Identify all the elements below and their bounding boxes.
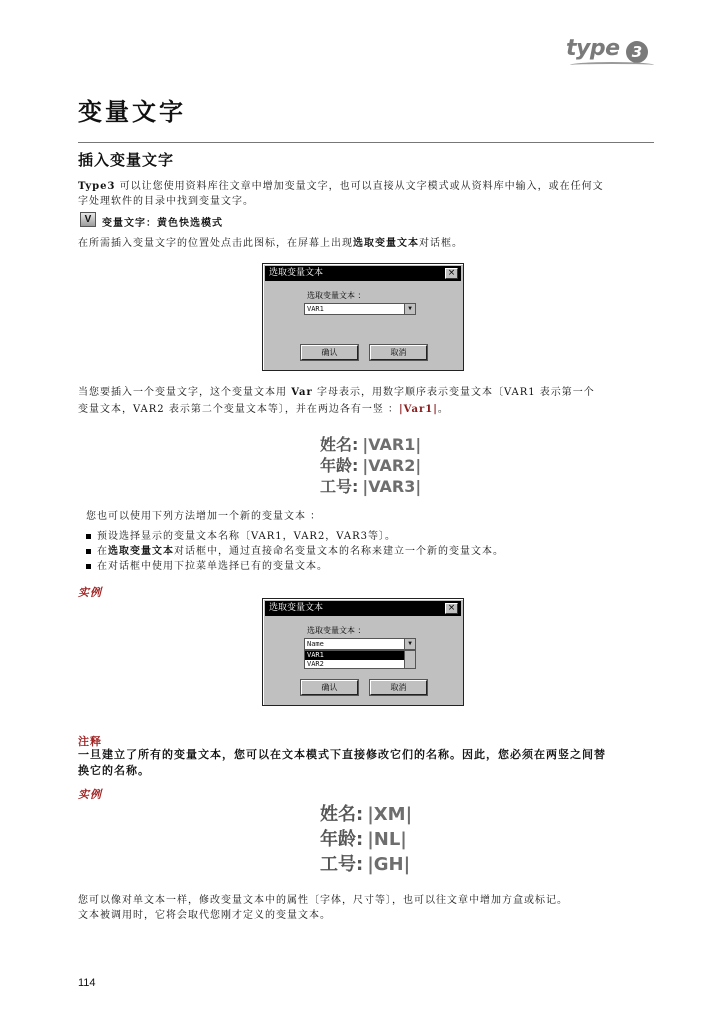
- intro-line-2: 字处理软件的目录中找到变量文字。: [78, 196, 254, 207]
- list-item: [86, 529, 504, 544]
- field-row: [320, 827, 412, 852]
- dialog-titlebar: [265, 266, 461, 281]
- method-list: [86, 529, 504, 574]
- variable-combo[interactable]: [304, 638, 416, 650]
- list-item: [86, 544, 504, 559]
- field-label: 工号:: [320, 477, 359, 496]
- cancel-button[interactable]: 取消: [370, 345, 427, 360]
- closing-line-1: 您可以像对单文本一样，修改变量文本中的属性〔字体，尺寸等〕，也可以往文章中增加方盒或标记。: [78, 895, 568, 906]
- variable-combo[interactable]: [304, 303, 416, 315]
- para2-l2b: |Var1|: [399, 404, 438, 415]
- closing-line-2: 文本被调用时，它将会取代您刚才定义的变量文本。: [78, 910, 331, 921]
- section-title: 插入变量文字: [78, 151, 175, 169]
- field-row: [320, 455, 421, 476]
- logo-swoosh: [570, 62, 654, 68]
- field-row: [320, 852, 412, 877]
- intro-brand: Type3: [78, 181, 116, 192]
- intro-line-1-text: 可以让您使用资料库往文章中增加变量文字，也可以直接从文字模式或从资料库中输入，或在任何文: [115, 181, 604, 192]
- list-item-text-b: 选取变量文本: [108, 546, 174, 557]
- bullet-icon: [86, 564, 91, 569]
- field-label: 工号:: [320, 854, 364, 875]
- logo-badge: 3: [626, 41, 648, 63]
- note-title: 注释: [78, 735, 102, 748]
- list-item-text-a: 在: [97, 546, 108, 557]
- para2-l1b: Var: [291, 387, 313, 398]
- select-variable-dialog: [262, 263, 464, 371]
- dialog-title: 选取变量文本: [269, 268, 324, 278]
- dropdown-option[interactable]: VAR1: [305, 651, 415, 660]
- mode-title: 变量文字：黄色快选模式: [102, 218, 223, 229]
- bullet-icon: [86, 534, 91, 539]
- example-label-2: 实例: [78, 788, 102, 801]
- field-block-2: [320, 802, 412, 877]
- ok-button[interactable]: 确认: [301, 345, 358, 360]
- list-item-text: 预设选择显示的变量文本名称〔VAR1，VAR2，VAR3等〕。: [97, 531, 396, 542]
- combo-value: VAR1: [307, 305, 324, 313]
- list-item-text: 在对话框中使用下拉菜单选择已有的变量文本。: [97, 561, 328, 572]
- field-row: [320, 802, 412, 827]
- dialog-label: 选取变量文本 ：: [307, 291, 366, 300]
- field-row: [320, 434, 421, 455]
- mode-desc-before: 在所需插入变量文字的位置处点击此图标，在屏幕上出现: [78, 238, 353, 249]
- combo-value: Name: [307, 640, 324, 648]
- list-scrollbar[interactable]: [404, 651, 415, 668]
- para2-l1a: 当您要插入一个变量文字，这个变量文本用: [78, 387, 292, 398]
- para3: 您也可以使用下列方法增加一个新的变量文本 ：: [86, 511, 322, 522]
- para2-l1c: 字母表示，用数字顺序表示变量文本〔VAR1 表示第一个: [312, 387, 595, 398]
- field-value: |VAR1|: [362, 435, 422, 454]
- field-row: [320, 476, 421, 497]
- dialog-title: 选取变量文本: [269, 603, 324, 613]
- close-icon[interactable]: ×: [445, 603, 458, 614]
- variable-dropdown-list[interactable]: [304, 650, 416, 669]
- field-value: |VAR3|: [362, 477, 422, 496]
- list-item-text-c: 对话框中，通过直接命名变量文本的名称来建立一个新的变量文本。: [174, 546, 504, 557]
- cancel-button[interactable]: 取消: [370, 680, 427, 695]
- para2-line-1: [78, 385, 595, 400]
- mode-desc-bold: 选取变量文本: [353, 238, 419, 249]
- chevron-down-icon[interactable]: ▼: [404, 639, 415, 649]
- para2-line-2: [78, 402, 449, 417]
- dialog-titlebar: [265, 601, 461, 616]
- ok-button[interactable]: 确认: [301, 680, 358, 695]
- variable-text-mode-icon[interactable]: V: [80, 212, 96, 227]
- title-rule: [78, 142, 654, 143]
- bullet-icon: [86, 549, 91, 554]
- page-title: 变量文字: [78, 97, 186, 126]
- list-item: [86, 559, 504, 574]
- field-value: |NL|: [367, 829, 407, 850]
- mode-desc-after: 对话框。: [419, 238, 463, 249]
- field-block-1: [320, 434, 421, 497]
- field-value: |GH|: [367, 854, 411, 875]
- field-label: 年龄:: [320, 456, 359, 475]
- dropdown-option[interactable]: VAR2: [307, 659, 324, 668]
- para2-l2a: 变量文本，VAR2 表示第二个变量文本等〕，并在两边各有一竖 ：: [78, 404, 400, 415]
- para2-l2c: 。: [437, 404, 449, 415]
- type3-logo: [566, 36, 662, 72]
- chevron-down-icon[interactable]: ▼: [404, 304, 415, 314]
- example-label: 实例: [78, 586, 102, 599]
- intro-line-1: [78, 179, 604, 194]
- note-text: [78, 747, 606, 779]
- field-value: |VAR2|: [362, 456, 422, 475]
- mode-description: [78, 236, 463, 251]
- select-variable-dialog-example: [262, 598, 464, 706]
- close-icon[interactable]: ×: [445, 268, 458, 279]
- note-line-1: 一旦建立了所有的变量文本，您可以在文本模式下直接修改它们的名称。因此，您必须在两竖之间替: [78, 748, 606, 761]
- page-number: 114: [78, 977, 96, 989]
- field-label: 姓名:: [320, 435, 359, 454]
- note-line-2: 换它的名称。: [78, 764, 150, 777]
- logo-text: type: [566, 36, 620, 61]
- field-value: |XM|: [367, 804, 413, 825]
- dialog-label: 选取变量文本 ：: [307, 626, 366, 635]
- field-label: 姓名:: [320, 804, 364, 825]
- field-label: 年龄:: [320, 829, 364, 850]
